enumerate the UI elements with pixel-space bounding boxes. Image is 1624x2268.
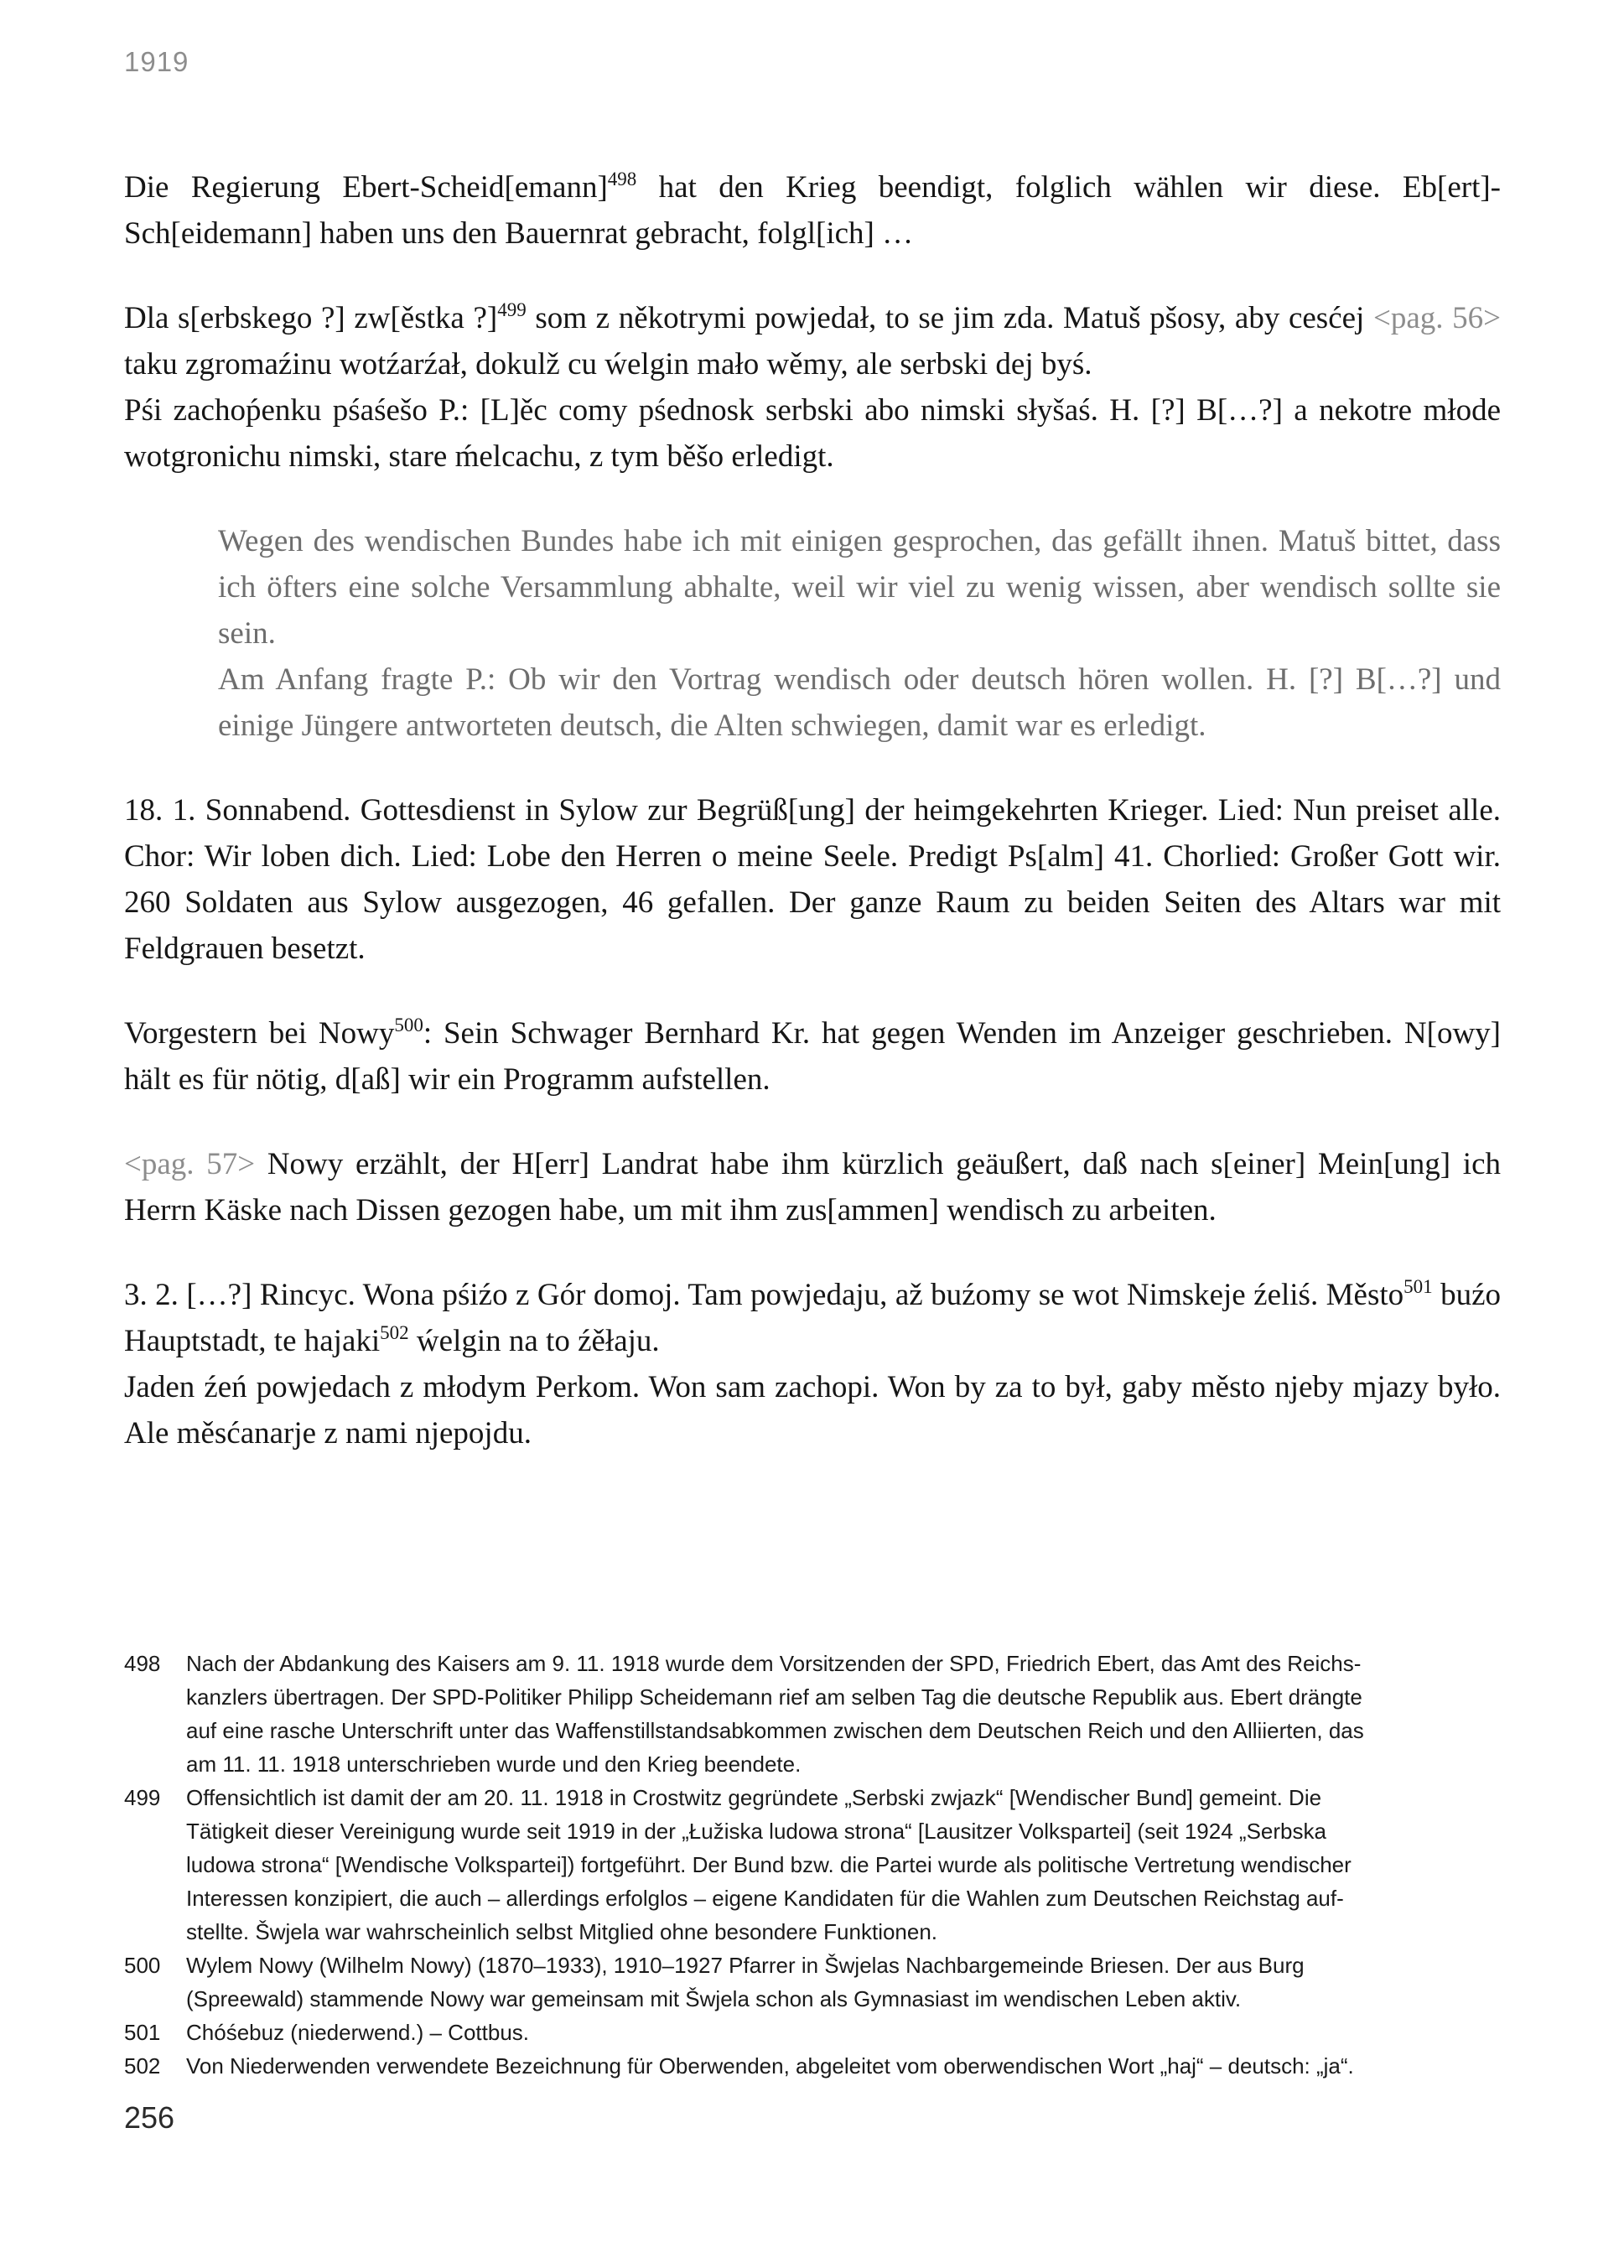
footnote [124, 1949, 1501, 2016]
footnote-number: 500 [124, 1953, 161, 1978]
text-run: hat den Krieg beendigt, folglich wählen wir diese. Eb[ert]-Sch[eidemann] haben uns den Bauernrat gebracht, folgl[ich] … [124, 170, 1501, 251]
page-marker: <pag. 56> [1372, 301, 1502, 335]
text-run: Die Regierung Ebert-Scheid[emann] [124, 170, 608, 205]
paragraph [124, 1272, 1501, 1364]
text-run: Jaden źeń powjedach z młodym Perkom. Won sam zachopi. Won by za to był, gaby město njeby mjazy było. Ale měsćanarje z nami njepojdu. [124, 1370, 1501, 1451]
paragraph [124, 1364, 1501, 1456]
footnote-number: 501 [124, 2020, 161, 2045]
text-run: Dla s[erbskego ?] zw[ěstka ?] [124, 301, 498, 335]
footnote-line: Interessen konzipiert, die auch – allerdings erfolglos – eigene Kandidaten für die Wahlen zum Deutschen Reichstag auf- [186, 1886, 1344, 1911]
paragraph [124, 295, 1501, 387]
text-run: Pśi zachoṕenku pśaśešo P.: [L]ěc comy pśednosk serbski abo nimski słyšaś. H. [?] B[…?] a nekotre młode wotgronichu nimski, stare ḿelcachu, z tym běšo erledigt. [124, 393, 1501, 474]
block-quote-paragraph [218, 657, 1501, 749]
footnote-ref: 500 [394, 1015, 423, 1035]
text-run: Wegen des wendischen Bundes habe ich mit einigen gesprochen, das gefällt ihnen. Matuš bittet, dass ich öfters eine solche Versammlung abhalte, weil wir viel zu wenig wissen, aber wendisch sollte sie sein. [218, 524, 1501, 651]
footnote-ref: 498 [607, 169, 637, 189]
running-head-year: 1919 [124, 46, 189, 77]
footnote-text [186, 1949, 1501, 2016]
footnote-line: (Spreewald) stammende Nowy war gemeinsam mit Šwjela schon als Gymnasiast im wendischen Leben aktiv. [186, 1986, 1242, 2011]
footnote-text [186, 1647, 1501, 1781]
footnote [124, 1781, 1501, 1949]
footnotes-section [124, 1647, 1501, 2083]
paragraph [124, 787, 1501, 972]
block-quote-paragraph [218, 518, 1501, 657]
page-number: 256 [124, 2100, 175, 2135]
text-run: 18. 1. Sonnabend. Gottesdienst in Sylow zur Begrüß[ung] der heimgekehrten Krieger. Lied: Nun preiset alle. Chor: Wir loben dich. Lied: Lobe den Herren o meine Seele. Predigt Ps[alm] 41. Chorlied: Großer Gott wir. 260 Soldaten aus Sylow ausgezogen, 46 gefallen. Der ganze Raum zu beiden Seiten des Altars war mit Feldgrauen besetzt. [124, 793, 1501, 966]
footnote-line: ludowa strona“ [Wendische Volkspartei]) fortgeführt. Der Bund bzw. die Partei wurde als politische Vertretung wendischer [186, 1852, 1352, 1877]
footnote-ref: 501 [1403, 1276, 1433, 1297]
footnote [124, 2049, 1501, 2083]
footnote-line: Nach der Abdankung des Kaisers am 9. 11. 1918 wurde dem Vorsitzenden der SPD, Friedrich Ebert, das Amt des Reichs- [186, 1651, 1362, 1676]
paragraph [124, 1010, 1501, 1103]
text-run: ẃelgin na to źěłaju. [408, 1324, 660, 1358]
text-run: : Sein Schwager Bernhard Kr. hat gegen Wenden im Anzeiger geschrieben. N[owy] hält es für nötig, d[aß] wir ein Programm aufstellen. [124, 1016, 1501, 1097]
footnote-line: Chóśebuz (niederwend.) – Cottbus. [186, 2020, 530, 2045]
footnote-text [186, 1781, 1501, 1949]
footnote-number: 502 [124, 2053, 161, 2079]
paragraph [124, 387, 1501, 480]
footnote [124, 2016, 1501, 2049]
text-run: Am Anfang fragte P.: Ob wir den Vortrag wendisch oder deutsch hören wollen. H. [?] B[…?] und einige Jüngere antworteten deutsch, die Alten schwiegen, damit war es erledigt. [218, 662, 1501, 743]
footnote-line: auf eine rasche Unterschrift unter das Waffenstillstandsabkommen zwischen dem Deutschen Reich und den Alliierten, das [186, 1718, 1364, 1743]
footnote-text [186, 2016, 1501, 2049]
text-run: taku zgromaźinu wotźarźał, dokulž cu ẃelgin mało wěmy, ale serbski dej byś. [124, 347, 1092, 381]
footnote-line: am 11. 11. 1918 unterschrieben wurde und den Krieg beendete. [186, 1752, 802, 1777]
footnote-line: stellte. Šwjela war wahrscheinlich selbst Mitglied ohne besondere Funktionen. [186, 1919, 938, 1944]
body-paragraphs [124, 164, 1501, 1456]
footnote-ref: 502 [380, 1322, 409, 1343]
text-run: som z někotrymi powjedał, to se jim zda. Matuš pšosy, aby cesćej [526, 301, 1373, 335]
footnote-line: Von Niederwenden verwendete Bezeichnung für Oberwenden, abgeleitet vom oberwendischen Wort „haj“ – deutsch: „ja“. [186, 2053, 1354, 2079]
footnote-line: Wylem Nowy (Wilhelm Nowy) (1870–1933), 1910–1927 Pfarrer in Šwjelas Nachbargemeinde Briesen. Der aus Burg [186, 1953, 1305, 1978]
text-run: Vorgestern bei Nowy [124, 1016, 395, 1051]
footnote-line: Offensichtlich ist damit der am 20. 11. 1918 in Crostwitz gegründete „Serbski zwjazk“ [Wendischer Bund] gemeint. Die [186, 1785, 1322, 1810]
paragraph [124, 1141, 1501, 1233]
footnote-text [186, 2049, 1501, 2083]
footnote-line: Tätigkeit dieser Vereinigung wurde seit 1919 in der „Łužiska ludowa strona“ [Lausitzer Volkspartei] (seit 1924 „Serbska [186, 1819, 1326, 1844]
text-run: 3. 2. […?] Rincyc. Wona pśiźo z Gór domoj. Tam powjedaju, až buźomy se wot Nimskeje źeliś. Město [124, 1278, 1404, 1312]
page-marker: <pag. 57> [124, 1147, 256, 1181]
footnote-line: kanzlers übertragen. Der SPD-Politiker Philipp Scheidemann rief am selben Tag die deutsche Republik aus. Ebert drängte [186, 1684, 1362, 1710]
footnote [124, 1647, 1501, 1781]
paragraph [124, 164, 1501, 257]
footnote-number: 498 [124, 1651, 161, 1676]
footnote-number: 499 [124, 1785, 161, 1810]
text-run: buźo Hauptstadt, te hajaki [124, 1278, 1501, 1358]
footnote-ref: 499 [497, 299, 527, 320]
text-run: Nowy erzählt, der H[err] Landrat habe ihm kürzlich geäußert, daß nach s[einer] Mein[ung] ich Herrn Käske nach Dissen gezogen habe, um mit ihm zus[ammen] wendisch zu arbeiten. [124, 1147, 1502, 1227]
